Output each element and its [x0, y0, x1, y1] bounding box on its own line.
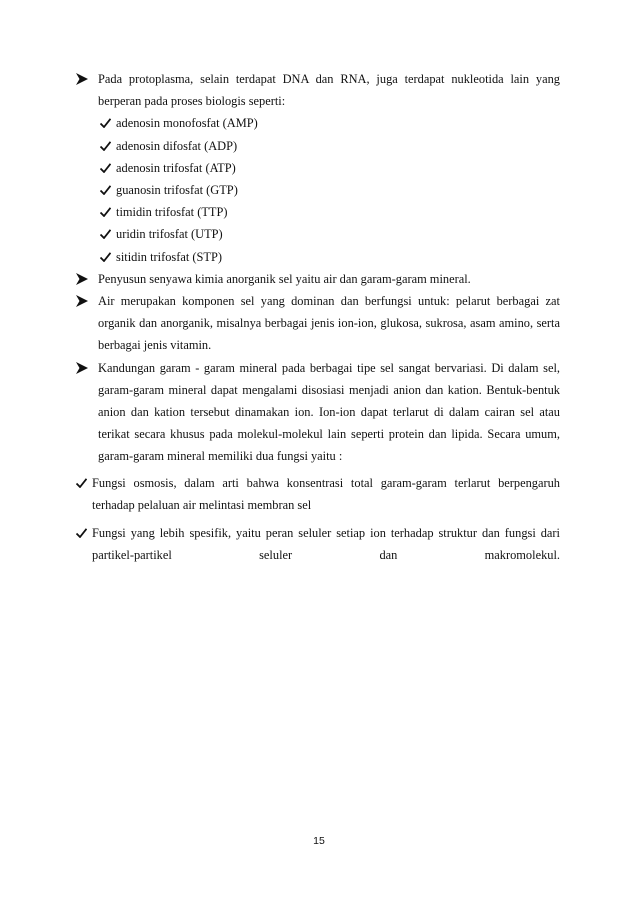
list-item-text: adenosin difosfat (ADP) — [116, 138, 238, 153]
list-item — [76, 522, 560, 566]
bullet-text: Pada protoplasma, selain terdapat DNA dan RNA, juga terdapat nukleotida lain yang berperan pada proses biologis seperti: — [98, 72, 560, 109]
list-item — [100, 201, 560, 223]
list-item-text: adenosin trifosfat (ATP) — [116, 160, 236, 175]
nucleotide-list — [100, 112, 560, 267]
list-item-text: adenosin monofosfat (AMP) — [116, 116, 258, 131]
list-item — [100, 223, 560, 245]
checkmark-icon — [100, 201, 114, 223]
bullet-text: Penyusun senyawa kimia anorganik sel yaitu air dan garam-garam mineral. — [98, 271, 471, 286]
bullet-text: Air merupakan komponen sel yang dominan dan berfungsi untuk: pelarut berbagai zat organik dan anorganik, misalnya berbagai jenis ion-ion, glukosa, sukrosa, asam amino, serta berbagai jenis vitamin. — [98, 294, 560, 353]
mineral-function-list — [76, 468, 560, 567]
list-item-text: sitidin trifosfat (STP) — [116, 249, 223, 264]
bullet-item-nucleotides — [76, 68, 560, 112]
arrowhead-bullet-icon — [76, 290, 90, 312]
checkmark-icon — [100, 135, 114, 157]
checkmark-icon — [100, 246, 114, 268]
list-item-text: timidin trifosfat (TTP) — [116, 205, 228, 220]
checkmark-icon — [100, 179, 114, 201]
list-item-text: Fungsi yang lebih spesifik, yaitu peran seluler setiap ion terhadap struktur dan fungsi dari partikel-partikel seluler dan makromolekul. — [92, 526, 560, 563]
list-item-text: guanosin trifosfat (GTP) — [116, 183, 238, 198]
arrowhead-bullet-icon — [76, 268, 90, 290]
checkmark-icon — [100, 223, 114, 245]
list-item — [76, 472, 560, 516]
list-item — [100, 135, 560, 157]
arrowhead-bullet-icon — [76, 68, 90, 90]
list-item — [100, 179, 560, 201]
list-item — [100, 157, 560, 179]
list-item — [100, 246, 560, 268]
bullet-item-minerals — [76, 357, 560, 468]
list-item-text: uridin trifosfat (UTP) — [116, 227, 223, 242]
arrowhead-bullet-icon — [76, 357, 90, 379]
list-item — [100, 112, 560, 134]
page-content — [76, 68, 560, 566]
bullet-text: Kandungan garam - garam mineral pada berbagai tipe sel sangat bervariasi. Di dalam sel, garam-garam mineral dapat mengalami disosiasi menjadi anion dan kation. Bentuk-bentuk anion dan kation tersebut dinamakan ion. Ion-ion dapat terlarut di dalam cairan sel atau terikat secara khusus pada molekul-molekul lain seperti protein dan lipida. Secara umum, garam-garam mineral memiliki dua fungsi yaitu : — [98, 360, 560, 464]
bullet-item-inorganic — [76, 268, 560, 290]
page-number: 15 — [313, 835, 325, 847]
checkmark-icon — [76, 472, 90, 494]
checkmark-icon — [100, 112, 114, 134]
bullet-item-water — [76, 290, 560, 357]
checkmark-icon — [100, 157, 114, 179]
checkmark-icon — [76, 522, 90, 544]
list-item-text: Fungsi osmosis, dalam arti bahwa konsentrasi total garam-garam terlarut berpengaruh terhadap pelaluan air melintasi membran sel — [92, 475, 560, 512]
